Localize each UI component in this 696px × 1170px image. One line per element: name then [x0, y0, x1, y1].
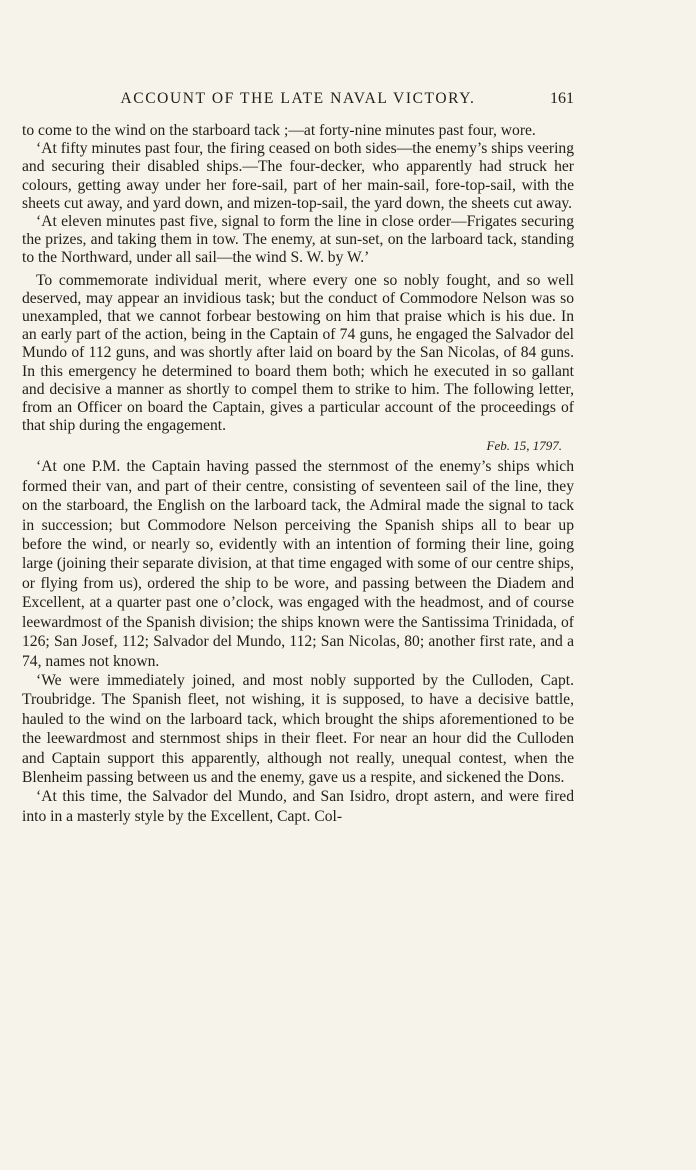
letter-dateline: Feb. 15, 1797. — [486, 438, 562, 454]
running-head — [22, 88, 574, 112]
paragraph: to come to the wind on the starboard tack ;—at forty-nine minutes past four, wore. — [22, 122, 536, 139]
running-title: ACCOUNT OF THE LATE NAVAL VICTORY. — [120, 90, 476, 107]
letter-paragraph: ‘At this time, the Salvador del Mundo, and San Isidro, dropt astern, and were fired into in a masterly style by the Excellent, Capt. Col- — [22, 788, 574, 825]
letter-text — [22, 457, 574, 826]
book-page — [22, 88, 574, 826]
paragraph: ‘At eleven minutes past five, signal to form the line in close order—Frigates securing the prizes, and taking them in tow. The enemy, at sun-set, on the larboard tack, standing to the Northward, under all sail—the wind S. W. by W.’ — [22, 213, 574, 267]
narrative-text — [22, 122, 574, 435]
paragraph: To commemorate individual merit, where every one so nobly fought, and so well deserved, may appear an invidious task; but the conduct of Commodore Nelson was so unexampled, that we cannot forbear bestowing on him that praise which is his due. In an early part of the action, being in the Captain of 74 guns, he engaged the Salvador del Mundo of 112 guns, and was shortly after laid on board by the San Nicolas, of 84 guns. In this emergency he determined to board them both; which he executed in so gallant and decisive a manner as shortly to compel them to strike to him. The following letter, from an Officer on board the Captain, gives a particular account of the proceedings of that ship during the engagement. — [22, 271, 574, 435]
page-number: 161 — [550, 90, 574, 107]
paragraph: ‘At fifty minutes past four, the firing ceased on both sides—the enemy’s ships veering and securing their disabled ships.—The four-decker, who apparently had struck her colours, getting away under her fore-sail, part of her main-sail, fore-top-sail, with the sheets cut away, and yard down, and mizen-top-sail, the yard down, the sheets cut away. — [22, 140, 574, 212]
letter-paragraph: ‘We were immediately joined, and most nobly supported by the Culloden, Capt. Troubridge. The Spanish fleet, not wishing, it is supposed, to have a decisive battle, hauled to the wind on the larboard tack, which brought the ships aforementioned to be the leewardmost and sternmost ships in their fleet. For near an hour did the Culloden and Captain support this apparently, although not really, unequal contest, when the Blenheim passing between us and the enemy, gave us a respite, and sickened the Dons. — [22, 671, 574, 786]
letter-paragraph: ‘At one P.M. the Captain having passed the sternmost of the enemy’s ships which formed their van, and part of their centre, consisting of seventeen sail of the line, they on the starboard, the English on the larboard tack, the Admiral made the signal to tack in succession; but Commodore Nelson perceiving the Spanish ships all to bear up before the wind, or nearly so, evidently with an intention of forming their line, going large (joining their separate division, at that time engaged with some of our centre ships, or flying from us), ordered the ship to be wore, and passing between the Diadem and Excellent, at a quarter past one o’clock, was engaged with the headmost, and of course leewardmost of the Spanish division; the ships known were the Santissima Trinidada, of 126; San Josef, 112; Salvador del Mundo, 112; San Nicolas, 80; another first rate, and a 74, names not known. — [22, 458, 574, 670]
